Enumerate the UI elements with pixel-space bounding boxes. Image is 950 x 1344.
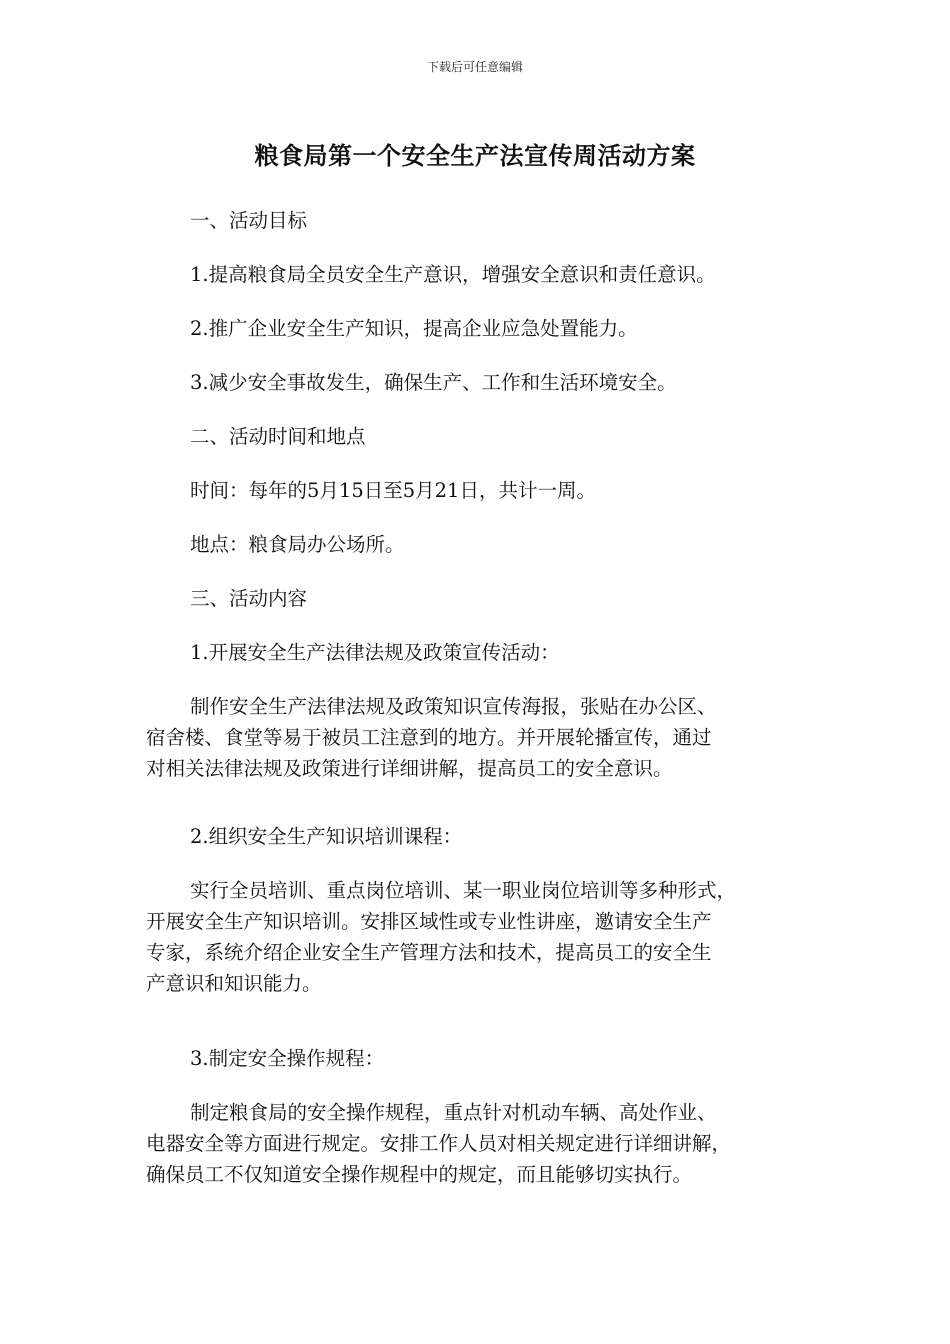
text-line: 确保员工不仅知道安全操作规程中的规定，而且能够切实执行。 xyxy=(146,1163,693,1186)
goal-3: 3.减少安全事故发生，确保生产、工作和生活环境安全。 xyxy=(190,371,677,394)
heading-time-place: 二、活动时间和地点 xyxy=(190,425,366,448)
text-line: 开展安全生产知识培训。安排区域性或专业性讲座，邀请安全生产 xyxy=(146,910,712,933)
paragraph xyxy=(146,821,810,852)
goal-2: 2.推广企业安全生产知识，提高企业应急处置能力。 xyxy=(190,317,638,340)
heading-content: 三、活动内容 xyxy=(190,587,308,610)
text-line: 实行全员培训、重点岗位培训、某一职业岗位培训等多种形式， xyxy=(190,879,737,902)
document-title: 粮食局第一个安全生产法宣传周活动方案 xyxy=(254,142,696,170)
paragraph xyxy=(146,259,810,290)
goal-1: 1.提高粮食局全员安全生产意识，增强安全意识和责任意识。 xyxy=(190,263,716,286)
section-heading xyxy=(146,583,810,614)
header-note: 下载后可任意编辑 xyxy=(426,60,523,74)
text-line: 对相关法律法规及政策进行详细讲解，提高员工的安全意识。 xyxy=(146,757,673,780)
paragraph xyxy=(146,637,810,668)
text-line: 电器安全等方面进行规定。安排工作人员对相关规定进行详细讲解， xyxy=(146,1132,732,1155)
text-line: 宿舍楼、食堂等易于被员工注意到的地方。并开展轮播宣传，通过 xyxy=(146,726,712,749)
section-heading xyxy=(146,421,810,452)
heading-goals: 一、活动目标 xyxy=(190,209,308,232)
text-line: 产意识和知识能力。 xyxy=(146,972,322,995)
paragraph xyxy=(146,475,810,506)
text-line: 专家，系统介绍企业安全生产管理方法和技术，提高员工的安全生 xyxy=(146,941,712,964)
content-item-2-title: 2.组织安全生产知识培训课程： xyxy=(190,825,463,848)
content-item-1-title: 1.开展安全生产法律法规及政策宣传活动： xyxy=(190,641,560,664)
text-line: 制定粮食局的安全操作规程，重点针对机动车辆、高处作业、 xyxy=(190,1101,717,1124)
paragraph xyxy=(146,875,810,999)
paragraph xyxy=(146,367,810,398)
time-line: 时间：每年的5月15日至5月21日，共计一周。 xyxy=(190,479,596,502)
content-item-3-title: 3.制定安全操作规程： xyxy=(190,1047,385,1070)
paragraph xyxy=(146,529,810,560)
text-line: 制作安全生产法律法规及政策知识宣传海报，张贴在办公区、 xyxy=(190,695,717,718)
paragraph xyxy=(146,1097,810,1190)
paragraph xyxy=(146,1043,810,1074)
section-heading xyxy=(146,205,810,236)
paragraph xyxy=(146,313,810,344)
place-line: 地点：粮食局办公场所。 xyxy=(190,533,405,556)
paragraph xyxy=(146,691,810,784)
